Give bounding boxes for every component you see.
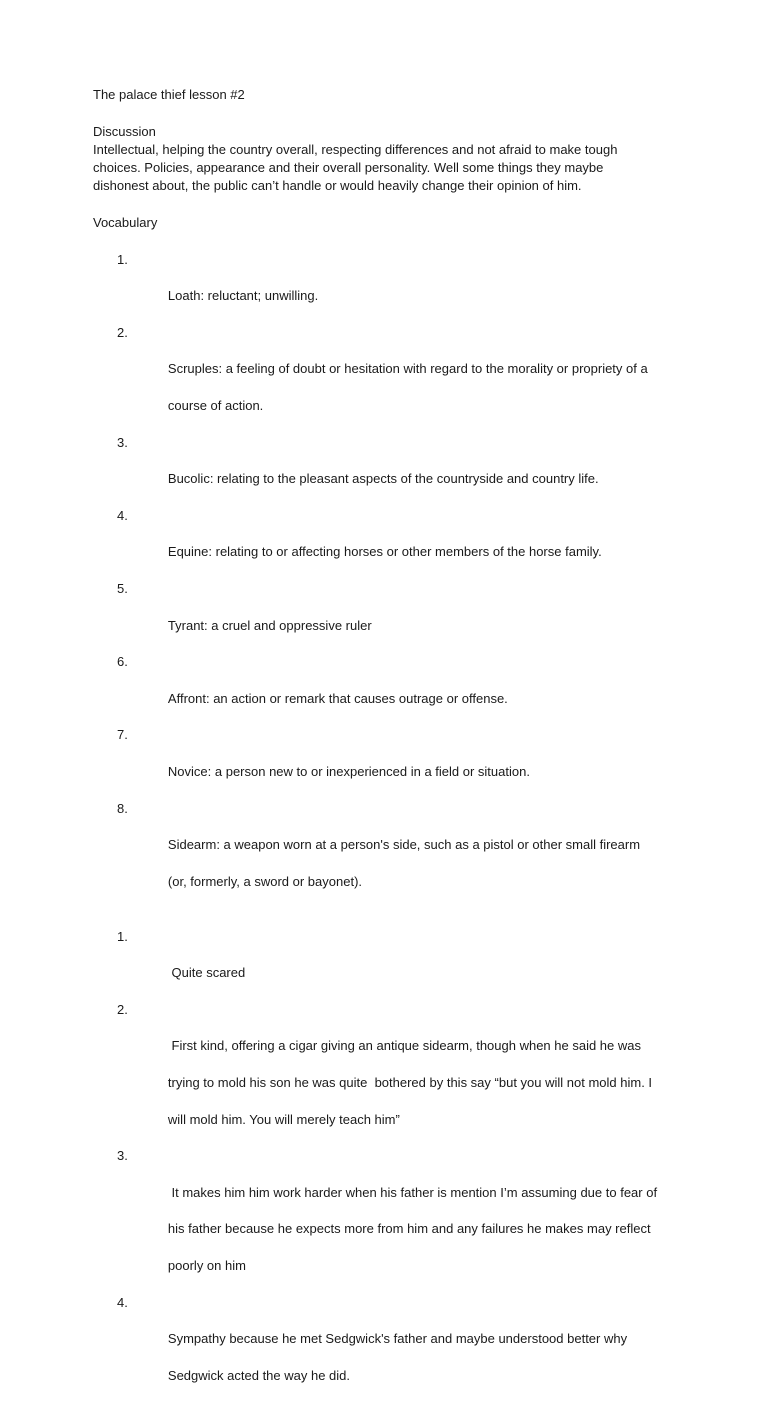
list-number: 4. <box>117 1294 128 1310</box>
answers-list <box>93 928 673 1403</box>
vocabulary-item <box>93 800 673 910</box>
vocabulary-text: Bucolic: relating to the pleasant aspects of the countryside and country life. <box>167 471 599 487</box>
vocabulary-list <box>93 251 673 910</box>
answer-item <box>93 928 673 1001</box>
discussion-heading: Discussion <box>93 123 156 139</box>
vocabulary-item <box>93 507 673 580</box>
vocabulary-text: Loath: reluctant; unwilling. <box>167 288 319 304</box>
answer-text: will mold him. You will merely teach him” <box>167 1111 400 1127</box>
list-number: 3. <box>117 434 128 450</box>
spacer <box>93 909 673 927</box>
vocabulary-text: Equine: relating to or affecting horses or other members of the horse family. <box>167 544 602 560</box>
answer-text: trying to mold his son he was quite bothered by this say “but you will not mold him. I <box>167 1075 653 1091</box>
discussion-line: Intellectual, helping the country overall, respecting differences and not afraid to make tough <box>93 141 618 157</box>
vocabulary-item <box>93 251 673 324</box>
answer-text: It makes him him work harder when his father is mention I’m assuming due to fear of <box>167 1184 658 1200</box>
vocabulary-item <box>93 580 673 653</box>
discussion-paragraph <box>93 141 673 196</box>
spacer <box>93 232 673 250</box>
answer-text: First kind, offering a cigar giving an antique sidearm, though when he said he was <box>167 1038 641 1054</box>
discussion-line: dishonest about, the public can’t handle or would heavily change their opinion of him. <box>93 178 582 194</box>
list-number: 4. <box>117 507 128 523</box>
list-number: 2. <box>117 324 128 340</box>
spacer <box>93 104 673 122</box>
vocabulary-text: course of action. <box>167 398 264 414</box>
answer-item <box>93 1294 673 1403</box>
list-number: 2. <box>117 1001 128 1017</box>
answer-text: poorly on him <box>167 1258 246 1273</box>
vocabulary-item <box>93 434 673 507</box>
list-number: 7. <box>117 727 128 743</box>
answer-text: Sympathy because he met Sedgwick's father and maybe understood better why <box>167 1331 628 1347</box>
list-number: 5. <box>117 581 128 597</box>
answer-text: his father because he expects more from him and any failures he makes may reflect <box>167 1221 651 1237</box>
vocabulary-text: Sidearm: a weapon worn at a person's side, such as a pistol or other small firearm <box>167 837 641 853</box>
vocabulary-item <box>93 324 673 434</box>
document-body <box>93 86 673 1403</box>
vocabulary-item <box>93 726 673 799</box>
vocabulary-text: Novice: a person new to or inexperienced in a field or situation. <box>167 763 530 779</box>
discussion-line: choices. Policies, appearance and their overall personality. Well some things they maybe <box>93 160 604 176</box>
list-number: 6. <box>117 654 128 670</box>
vocabulary-heading: Vocabulary <box>93 215 158 231</box>
list-number: 8. <box>117 800 128 816</box>
spacer <box>93 196 673 214</box>
answer-text: Quite scared <box>167 965 246 981</box>
vocabulary-item <box>93 653 673 726</box>
vocabulary-text: Tyrant: a cruel and oppressive ruler <box>167 617 372 633</box>
vocabulary-text: (or, formerly, a sword or bayonet). <box>167 873 363 889</box>
answer-item <box>93 1147 673 1293</box>
list-number: 1. <box>117 928 128 944</box>
list-number: 1. <box>117 251 128 267</box>
list-number: 3. <box>117 1148 128 1164</box>
vocabulary-text: Affront: an action or remark that causes outrage or offense. <box>167 690 508 706</box>
answer-text: Sedgwick acted the way he did. <box>167 1367 351 1383</box>
document-title: The palace thief lesson #2 <box>93 87 245 102</box>
vocabulary-text: Scruples: a feeling of doubt or hesitation with regard to the morality or propriety of a <box>167 361 648 377</box>
answer-item <box>93 1001 673 1147</box>
